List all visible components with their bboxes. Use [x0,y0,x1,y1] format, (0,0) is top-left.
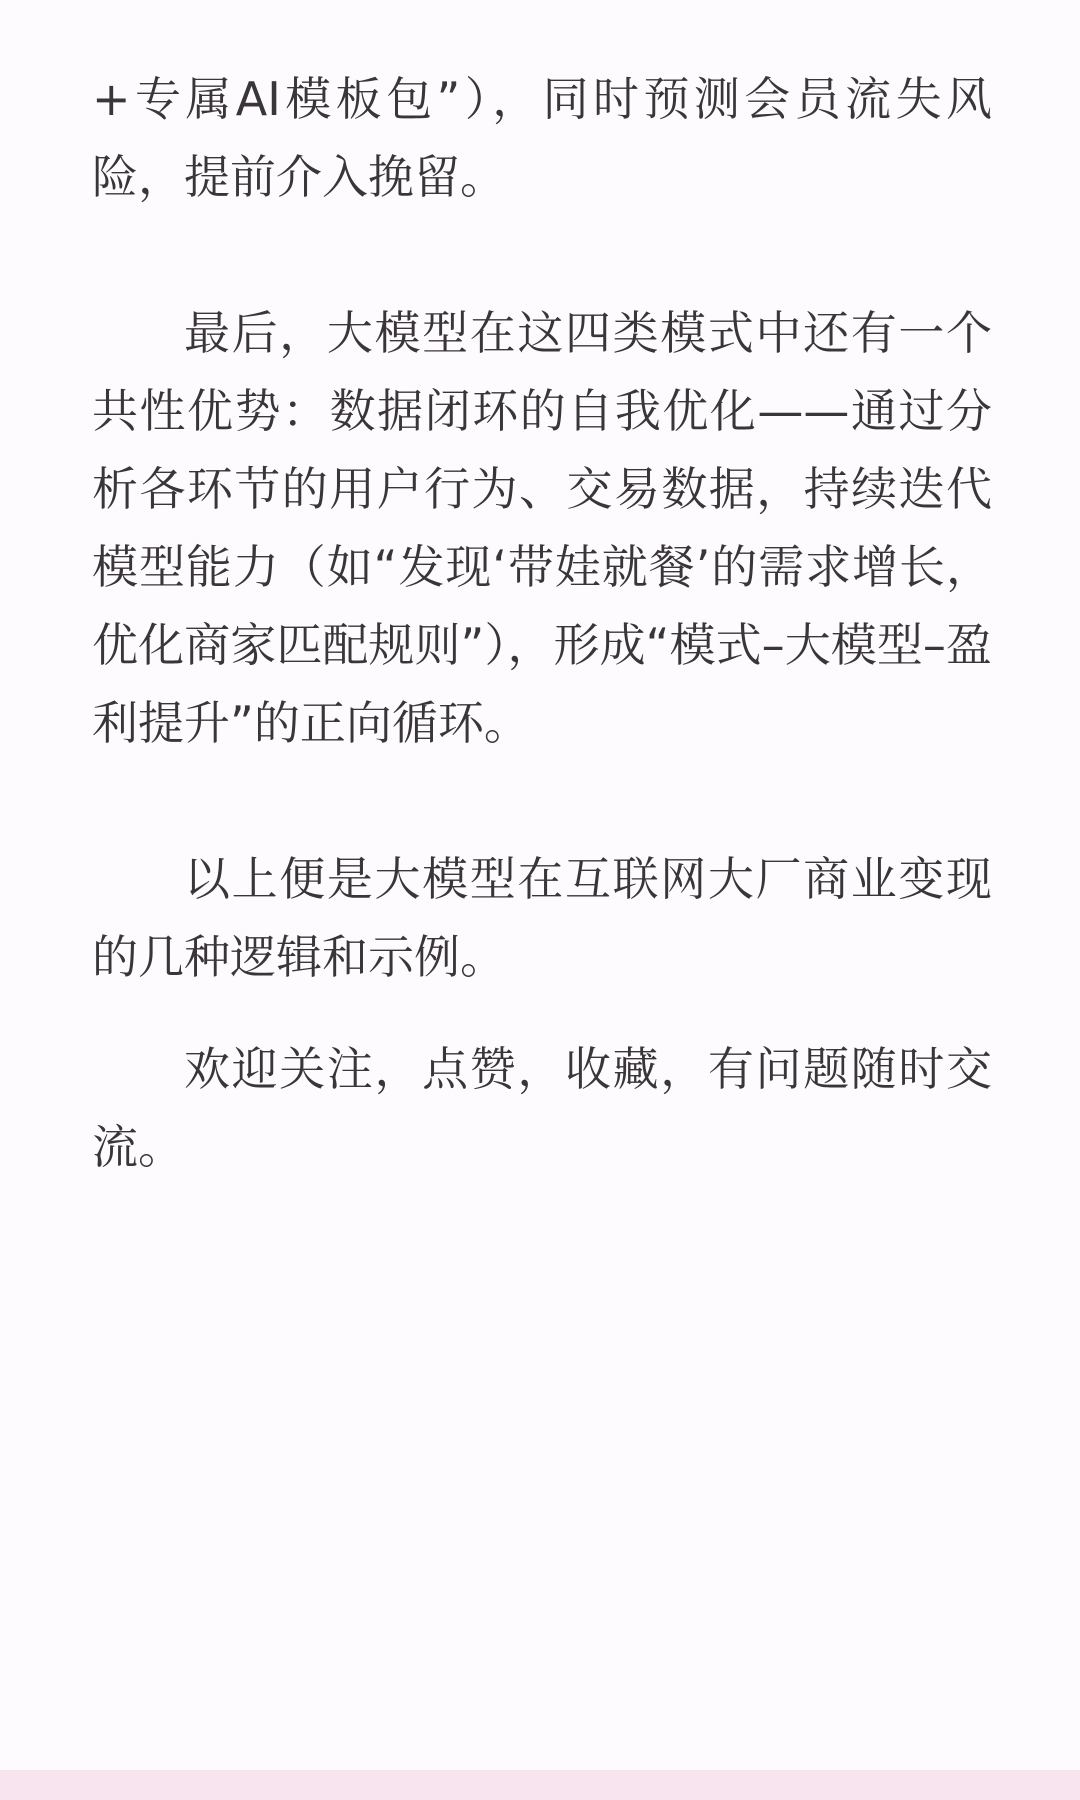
article-body [92,60,992,1186]
paragraph-summary: 以上便是大模型在互联网大厂商业变现的几种逻辑和示例。 [92,852,992,984]
paragraph-call-to-action: 欢迎关注，点赞，收藏，有问题随时交流。 [92,1042,992,1174]
paragraph-continuation: +专属AI模板包”），同时预测会员流失风险，提前介入挽留。 [92,72,992,204]
paragraph-closed-loop-advantage: 最后，大模型在这四类模式中还有一个共性优势：数据闭环的自我优化——通过分析各环节的用户行为、交易数据，持续迭代模型能力（如“发现‘带娃就餐’的需求增长，优化商家匹配规则”），形成“模式–大模型–盈利提升”的正向循环。 [92,306,992,750]
bottom-decorative-band [0,1770,1080,1800]
